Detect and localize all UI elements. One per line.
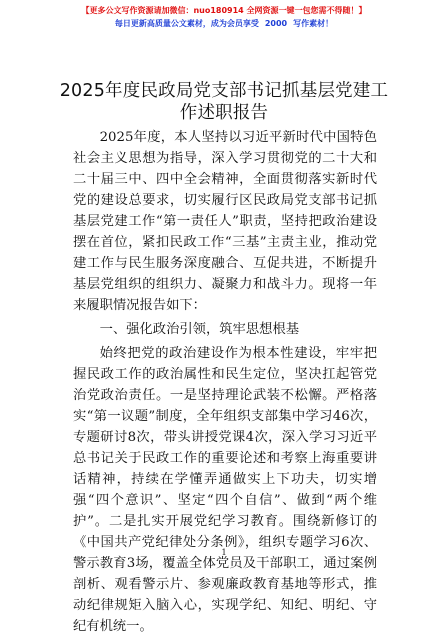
promo-bracket-open: 【 (81, 6, 90, 15)
promo-bracket-close: 】 (358, 6, 367, 15)
document-body (73, 127, 377, 637)
promo-banner-line-1 (0, 5, 448, 16)
page-number: 1 (221, 548, 227, 557)
section-paragraph-1: 始终把党的政治建设作为根本性建设，牢牢把握民政工作的政治属性和民生定位，坚决扛起管党治党政治责任。一是坚持理论武装不松懈。严格落实“第一议题”制度，全年组织支部集中学习46次，专题研讨8次，带头讲授党课4次，深入学习习近平总书记关于民政工作的重要论述和考察上海重要讲话精神，持续在学懂弄通做实上下功夫，切实增强“四个意识”、坚定“四个自信”、做到“两个维护”。二是扎实开展党纪学习教育。围绕新修订的《中国共产党纪律处分条例》，组织专题学习6次、警示教育3场，覆盖全体党员及干部职工，通过案例剖析、观看警示片、参观廉政教育基地等形式，推动纪律规矩入脑入心，实现学纪、知纪、明纪、守纪有机统一。 (73, 346, 377, 634)
promo-membership-text: 每日更新高质量公文素材，成为会员享受 (114, 19, 259, 28)
promo-wechat-text: 更多公文写作资源请加微信：nuo180914 全网资源一键一包您需不得随！ (89, 6, 359, 15)
promo-banner-line-2 (0, 18, 448, 29)
promo-suffix: 写作素材！ (293, 19, 334, 28)
document-title: 2025年度民政局党支部书记抓基层党建工作述职报告 (59, 81, 389, 123)
intro-paragraph: 2025年度，本人坚持以习近平新时代中国特色社会主义思想为指导，深入学习贯彻党的二十大和二十届三中、四中全会精神，全面贯彻落实新时代党的建设总要求，切实履行区民政局党支部书记抓基层党建工作“第一责任人”职责，坚持把政治建设摆在首位，紧扣民政工作“三基”主责主业，推动党建工作与民生服务深度融合、互促共进，不断提升基层党组织的组织力、凝聚力和战斗力。现将一年来履职情况报告如下： (73, 130, 377, 313)
promo-count: 2000 (264, 19, 288, 28)
section-heading-1: 一、强化政治引领，筑牢思想根基 (99, 322, 300, 337)
